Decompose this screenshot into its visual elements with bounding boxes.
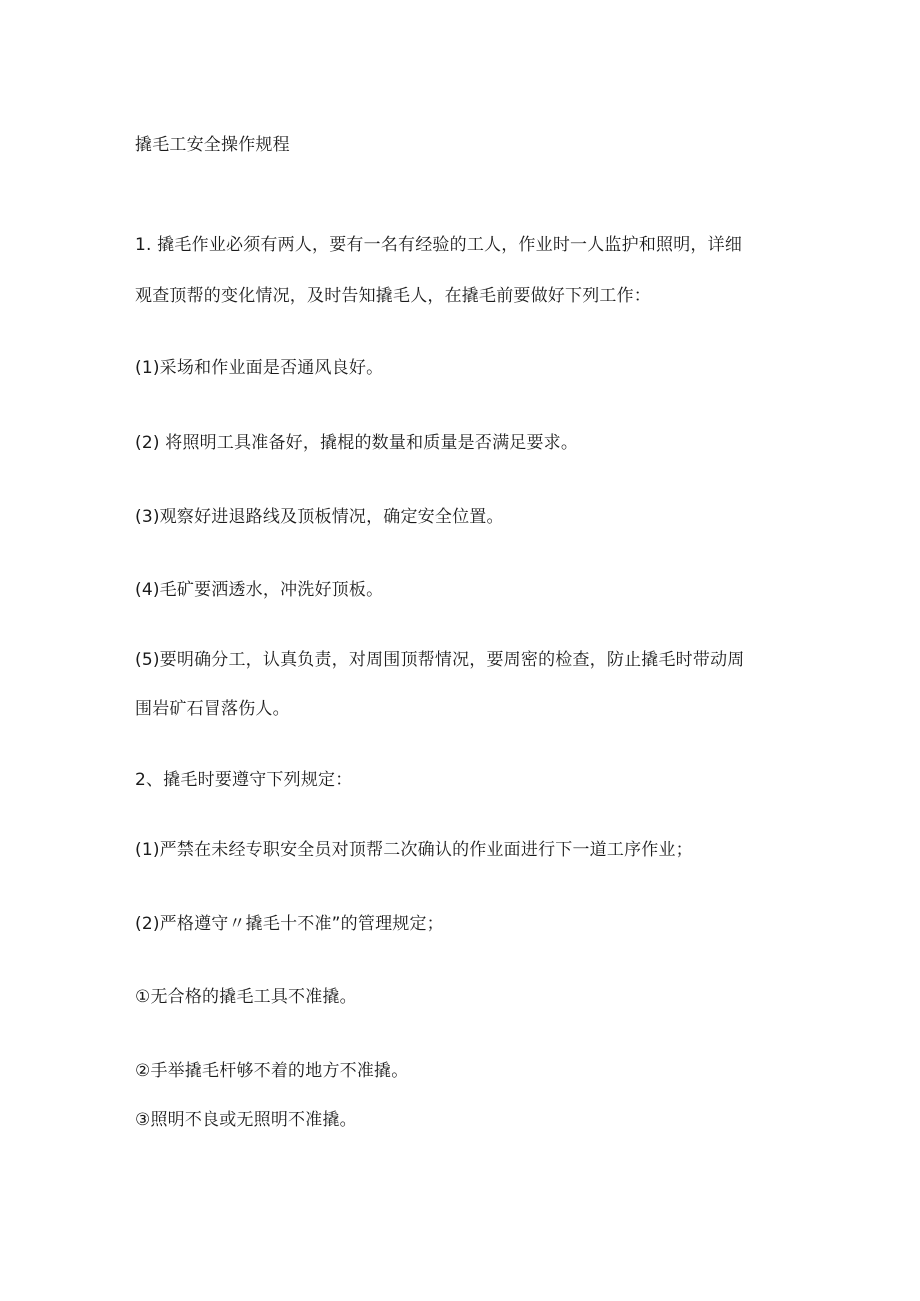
item2-heading: 2、撬毛时要遵守下列规定： [135, 770, 353, 790]
rule-2: ②手举撬毛杆够不着的地方不准撬。 [135, 1061, 409, 1081]
item1-sub5-line1: (5)要明确分工，认真负责，对周围顶帮情况，要周密的检查，防止撬毛时带动周 [135, 650, 745, 670]
item1-sub5-line2: 围岩矿石冒落伤人。 [135, 699, 290, 719]
item1-line2: 观查顶帮的变化情况，及时告知撬毛人，在撬毛前要做好下列工作： [135, 286, 651, 306]
rule-3: ③照明不良或无照明不准撬。 [135, 1110, 357, 1130]
item2-sub1: (1)严禁在未经专职安全员对顶帮二次确认的作业面进行下一道工序作业； [135, 840, 693, 860]
item1-sub3: (3)观察好进退路线及顶板情况，确定安全位置。 [135, 507, 504, 527]
item1-sub2: (2) 将照明工具准备好，撬棍的数量和质量是否满足要求。 [135, 433, 579, 453]
item1-line1: 1. 撬毛作业必须有两人，要有一名有经验的工人，作业时一人监护和照明，详细 [135, 235, 743, 255]
item2-sub2: (2)严格遵守〃撬毛十不准”的管理规定； [135, 914, 444, 934]
rule-1: ①无合格的撬毛工具不准撬。 [135, 987, 357, 1007]
item1-sub4: (4)毛矿要洒透水，冲洗好顶板。 [135, 580, 384, 600]
document-title: 撬毛工安全操作规程 [135, 135, 290, 155]
item1-sub1: (1)采场和作业面是否通风良好。 [135, 358, 384, 378]
